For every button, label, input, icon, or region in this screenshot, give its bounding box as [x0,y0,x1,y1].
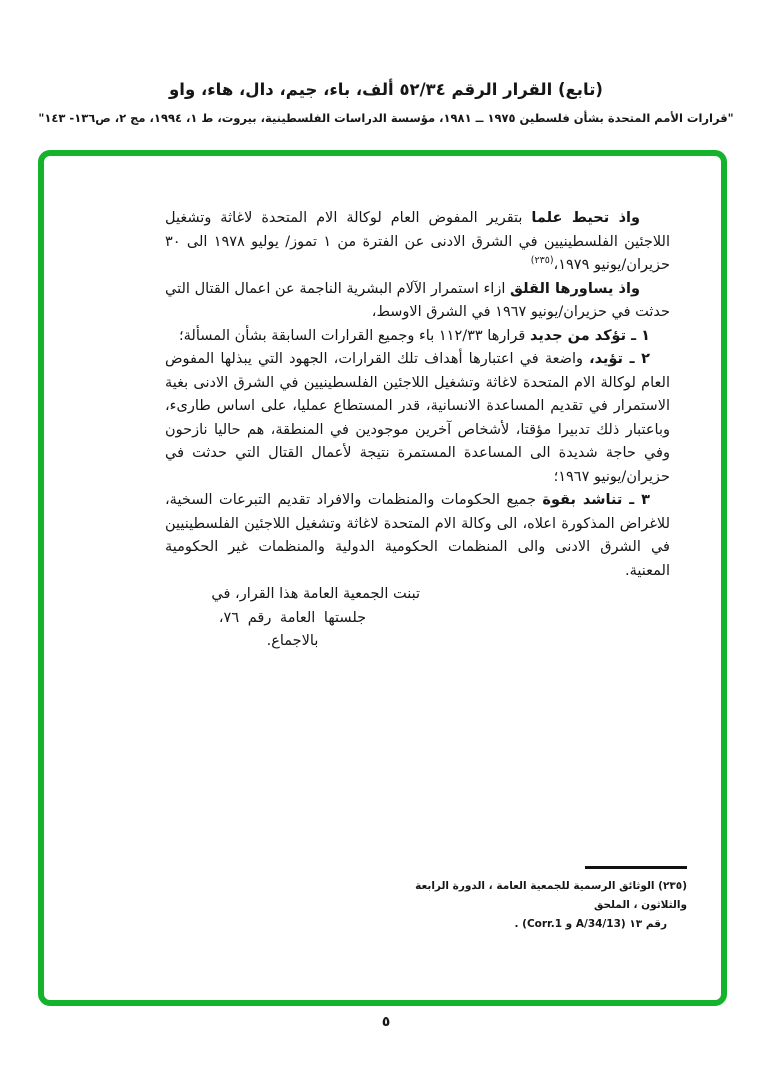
footnote-separator-rule [585,866,687,869]
operative-2-text: واضعة في اعتبارها أهداف تلك القرارات، الجهود التي يبذلها المفوض العام لوكالة الام المتحدة لاغاثة وتشغيل اللاجئين الفلسطينيين في الشرق الادنى بغية الاستمرار في تقديم المساعدة الانسانية، قدر المستطاع عمليا، على اساس طارىء، وباعتبار ذلك تدبيرا مؤقتا، لأشخاص آخرين موجودين في المنطقة، هم حاليا نازحون وفي حاجة شديدة الى المساعدة المستمرة نتيجة لأعمال القتال التي حدثت في حزيران/يونيو ١٩٦٧؛ [165,351,670,485]
operative-1-text: قرارها ١١٢/٣٣ باء وجميع القرارات السابقة بشأن المسألة؛ [179,327,530,344]
preamble-paragraph-1 [165,207,670,278]
preamble-2-text: ازاء استمرار الآلام البشرية الناجمة عن اعمال القتال التي حدثت في حزيران/يونيو ١٩٦٧ في الشرق الاوسط، [165,280,670,320]
operative-paragraph-3 [165,489,670,583]
operative-1-lead: تؤكد من جديد [529,327,627,344]
resolution-body [165,207,670,654]
operative-2-lead: تؤيد، [589,351,623,367]
operative-3-text: جميع الحكومات والمنظمات والافراد تقديم التبرعات السخية، للاغراض المذكورة اعلاه، الى وكالة الام المتحدة لاغاثة وتشغيل اللاجئين الفلسطينيين في الشرق الادنى والى المنظمات الحكومية الدولية والمنظمات غير الحكومية المعنية. [165,492,670,579]
operative-3-number: ٣ ـ [622,492,650,508]
footnote-block [412,877,687,934]
adoption-note [165,583,420,654]
preamble-paragraph-2 [165,278,670,325]
operative-paragraph-2 [165,348,670,489]
resolution-continuation-title: (تابع) القرار الرقم ٥٢/٣٤ ألف، باء، جيم، دال، هاء، واو [169,80,603,99]
footnote-line-1: (٢٣٥) الوثائق الرسمية للجمعية العامة ، الدورة الرابعة والثلاثون ، الملحق [415,880,687,911]
preamble-1-text: بتقرير المفوض العام لوكالة الام المتحدة لاغاثة وتشغيل اللاجئين الفلسطينيين في الشرق الادنى عن الفترة من ١ تموز/ يوليو ١٩٧٨ الى ٣٠ حزيران/يونيو ١٩٧٩، [165,210,670,273]
source-citation: "قرارات الأمم المتحدة بشأن فلسطين ١٩٧٥ ــ ١٩٨١، مؤسسة الدراسات الفلسطينية، بيروت، ط ١، ١٩٩٤، مج ٢، ص١٣٦- ١٤٣" [38,111,734,125]
preamble-2-lead: واذ يساورها القلق [510,280,640,297]
adoption-line-1: تبنت الجمعية العامة هذا القرار، في [211,586,420,602]
operative-2-number: ٢ ـ [623,351,650,367]
preamble-1-lead: واذ تحيط علما [531,210,640,226]
footnote-reference-marker: (٢٣٥) [530,255,554,267]
operative-1-number: ١ ـ [626,327,650,344]
footnote-line-2: رقم ١٣ (A/34/13 و Corr.1) . [514,918,667,930]
page-number: ٥ [381,1014,391,1030]
operative-3-lead: تناشد بقوة [542,492,623,508]
operative-paragraph-1 [165,325,670,349]
adoption-line-2: جلستها العامة رقم ٧٦، [218,609,367,626]
adoption-line-3: بالاجماع. [266,633,319,649]
